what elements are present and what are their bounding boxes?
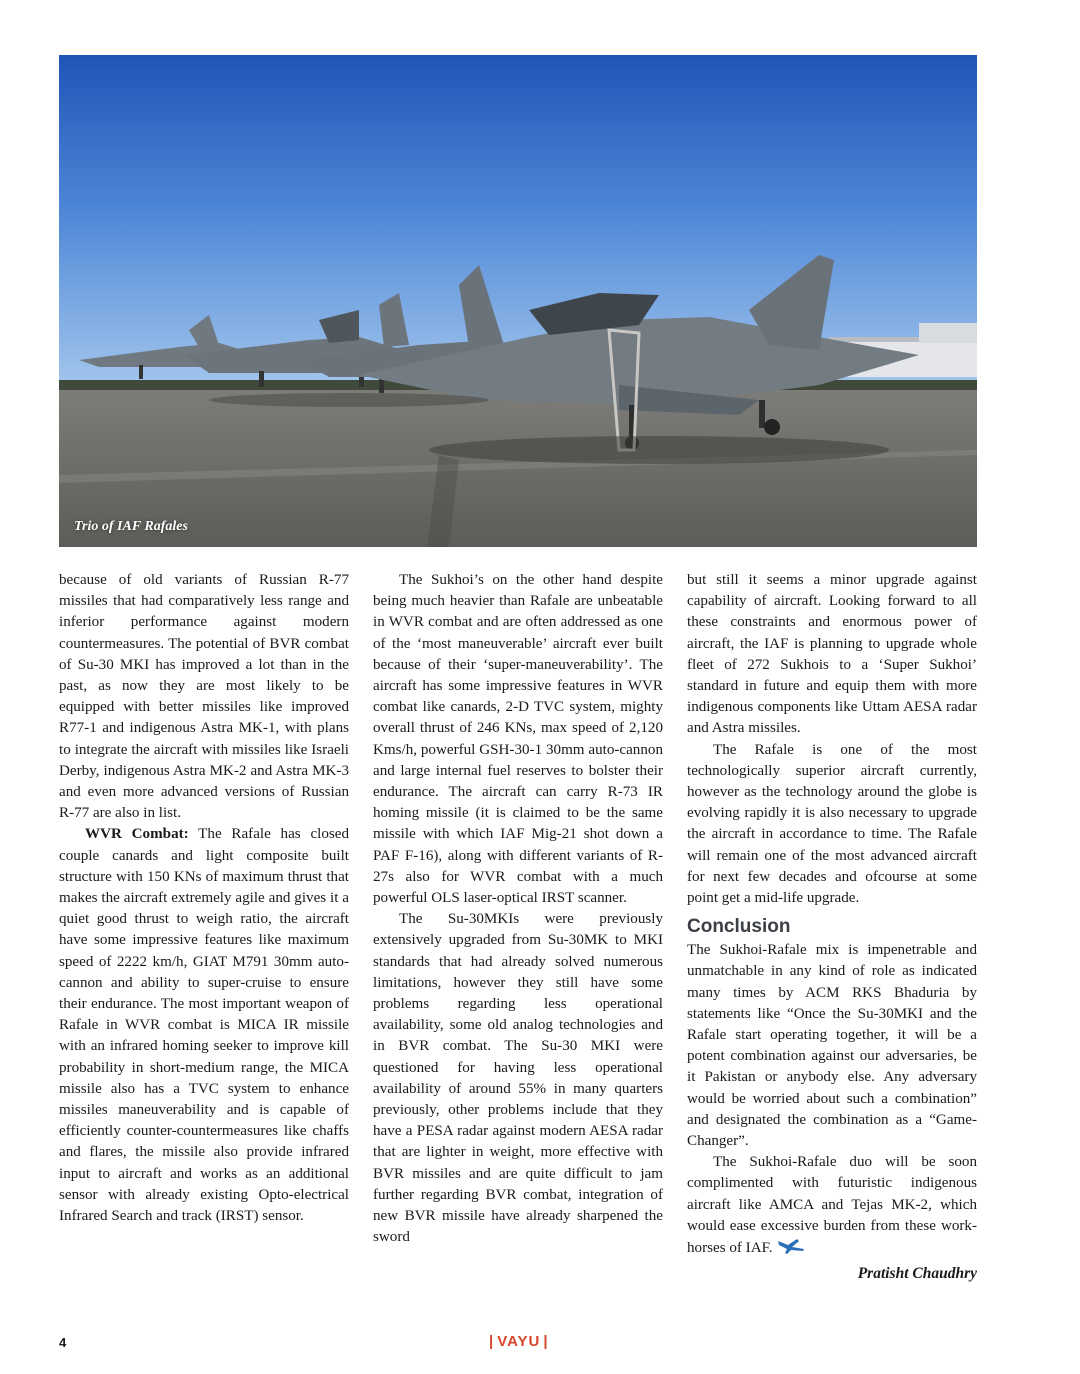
- magazine-name: VAYU: [497, 1333, 541, 1350]
- paragraph: because of old variants of Russian R-77 missiles that had comparatively less range and inferior performance against modern countermeasures. The potential of BVR combat of Su-30 MKI has improved a lot than in the past, as now they are most likely to be equipped with better missiles like improved R77-1 and indigenous Astra MK-1, with plans to integrate the aircraft with missiles like Israeli Derby, indigenous Astra MK-2 and Astra MK-3 and even more advanced versions of Russian R-77 are also in list.: [59, 572, 349, 822]
- page-number: 4: [59, 1335, 67, 1350]
- paragraph: The Sukhoi-Rafale mix is impenetrable and unmatchable in any kind of role as indicated many times by ACM RKS Bhaduria by statements like “Once the Su-30MKI and the Rafale start operating together, it will be a potent combination against our adversaries, be it Pakistan or anybody else. Any adversary would be worried about such a combination” and designated the combination as a “Game-Changer”.: [687, 942, 977, 1150]
- paragraph: [59, 824, 349, 1227]
- article-column-1: [59, 570, 349, 1227]
- rafale-photo-illustration: [59, 55, 977, 547]
- wvr-combat-runin-heading: WVR Combat:: [85, 826, 189, 843]
- paragraph: but still it seems a minor upgrade against capability of aircraft. Looking forward to all these constraints and enormous power of aircraft, the IAF is planning to upgrade whole fleet of 272 Sukhois to a ‘Super Sukhoi’ standard in future and equip them with more indigenous components like Uttam AESA radar and Astra missiles.: [687, 572, 977, 737]
- paragraph: The Rafale is one of the most technologically superior aircraft currently, however as the technology around the globe is evolving rapidly it is also necessary to upgrade the aircraft in accordance to time. The Rafale will remain one of the most advanced aircraft for next few decades and ofcourse at some point get a mid-life upgrade.: [687, 741, 977, 907]
- paragraph: The Su-30MKIs were previously extensively upgraded from Su-30MK to MKI standards that had already solved numerous limitations, however they still have some problems regarding less operational availability, some old analog technologies and in BVR combat. The Su-30 MKI were questioned for having less operational availability of around 55% in many quarters previously, other problems include that they have a PESA radar against modern AESA radar that are lighter in weight, more effective with BVR missiles and are quite difficult to jam further regarding BVR combat, integration of new BVR missile have already sharpened the sword: [373, 911, 663, 1246]
- paragraph-text: The Rafale has closed couple canards and light composite built structure with 150 KNs of maximum thrust that makes the aircraft extremely agile and gives it a quiet good thrust to weigh ratio, the aircraft have some impressive features like maximum speed of 2222 km/h, GIAT M791 30mm auto-cannon and ability to super-cruise to ensure their endurance. The most important weapon of Rafale in WVR combat is MICA IR missile with an infrared homing seeker to improve kill probability in short-medium range, the MICA missile also has a TVC system to enhance missiles maneuverability and is capable of efficiently counter-countermeasures like chaffs and flares, the missile also provide infrared input to aircraft and works as an additional sensor with already existing Opto-electrical Infrared Search and track (IRST) sensor.: [59, 826, 350, 1225]
- author-name: Pratisht Chaudhry: [857, 1265, 977, 1283]
- magazine-footer: | VAYU |: [489, 1333, 549, 1350]
- photo-caption: Trio of IAF Rafales: [74, 519, 188, 534]
- article-photo: [59, 55, 977, 547]
- article-column-2: [373, 570, 663, 1249]
- jet-icon: [777, 1237, 805, 1255]
- paragraph: [687, 1152, 977, 1259]
- paragraph-text: The Sukhoi-Rafale duo will be soon complimented with futuristic indigenous aircraft like AMCA and Tejas MK-2, which would ease excessive burden from these work-horses of IAF.: [687, 1154, 977, 1257]
- paragraph: The Sukhoi’s on the other hand despite being much heavier than Rafale are unbeatable in WVR combat and are often addressed as one of the ‘most maneuverable’ aircraft ever built because of their ‘super-maneuverability’. The aircraft has some impressive features in WVR combat like canards, 2-D TVC system, mighty overall thrust of 246 KNs, max speed of 2,120 Kms/h, powerful GSH-30-1 30mm auto-cannon and large internal fuel reserves to bolster their endurance. The aircraft can carry R-73 IR homing missile (it is claimed to be the same missile with which IAF Mig-21 shot down a PAF F-16), along with different variants of R-27s also for WVR combat with a much powerful OLS laser-optical IRST scanner.: [373, 572, 663, 907]
- conclusion-heading: Conclusion: [687, 916, 791, 938]
- article-column-3: [687, 570, 977, 1285]
